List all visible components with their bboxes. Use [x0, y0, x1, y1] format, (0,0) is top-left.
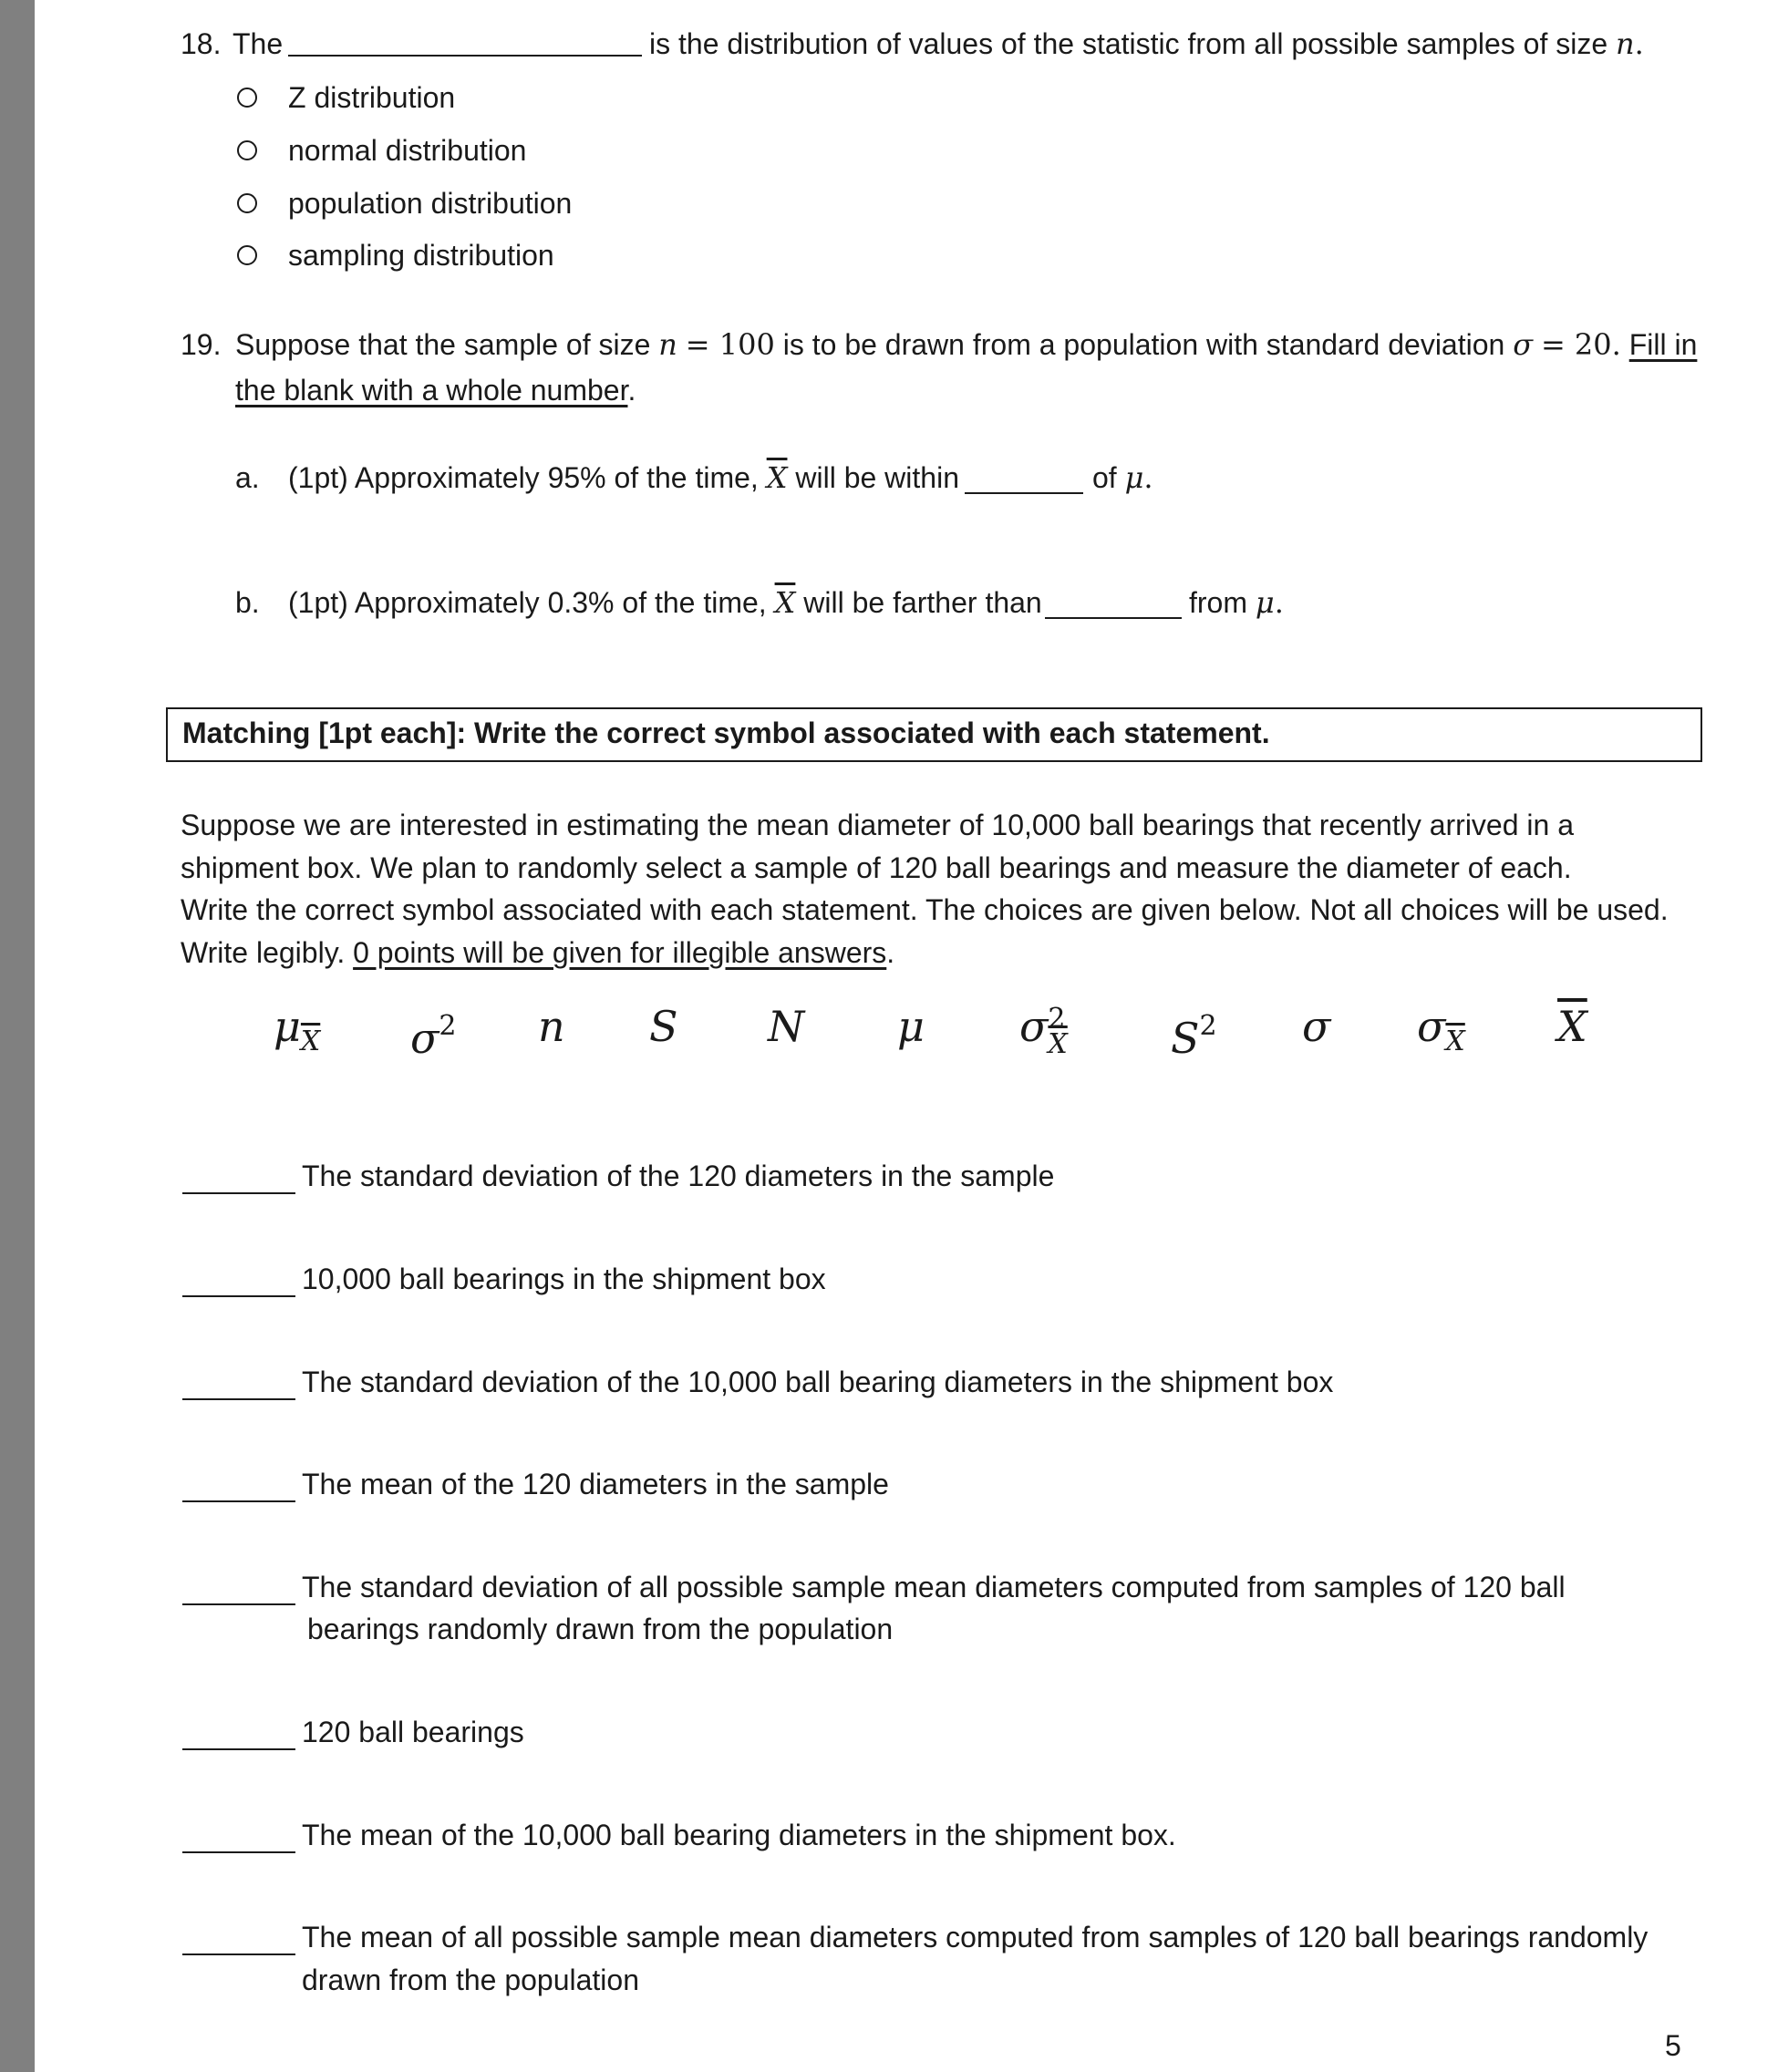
matching-5-statement-line-2: bearings randomly drawn from the population [307, 1613, 894, 1645]
page-number: 5 [1665, 2029, 1681, 2062]
symbol-sigma-squared: $\sigma^2$ [410, 1010, 457, 1063]
matching-header-box [166, 707, 1702, 762]
matching-3-answer-blank[interactable] [182, 1398, 295, 1400]
q19-instruction: the blank with a whole number. [235, 374, 636, 407]
matching-5-statement-line-1: The standard deviation of all possible sample mean diameters computed from samples of 120 ball [302, 1571, 1566, 1603]
q19a-answer-blank[interactable] [965, 492, 1083, 494]
q19b-prompt: (1pt) Approximately 0.3% of the time, $\overline{X}$ will be farther than [288, 585, 1042, 620]
q18-option-2-radio[interactable] [237, 140, 257, 160]
symbol-mu: μ [897, 1002, 925, 1051]
symbol-N: N [768, 1002, 805, 1051]
q18-lead: The [233, 27, 284, 60]
symbol-sigma-squared-xbar: σ 2 $\overline{X}$ [1019, 1002, 1068, 1060]
q18-number: 18. [181, 27, 222, 60]
matching-7-statement: The mean of the 10,000 ball bearing diameters in the shipment box. [302, 1819, 1176, 1851]
q18-option-1-radio[interactable] [237, 88, 257, 108]
q18-option-3-label: population distribution [288, 187, 573, 220]
page-left-margin-bar [0, 0, 35, 2072]
symbol-mu-xbar: $\mu_{\overline{X}}$ [274, 1002, 321, 1057]
matching-2-statement: 10,000 ball bearings in the shipment box [302, 1263, 826, 1295]
matching-header: Matching [1pt each]: Write the correct symbol associated with each statement. [182, 716, 1270, 749]
matching-4-answer-blank[interactable] [182, 1500, 295, 1502]
matching-intro-line-3: Write the correct symbol associated with each statement. The choices are given below. Not all choices will be used. [181, 893, 1669, 926]
q18-option-4-radio[interactable] [237, 245, 257, 265]
matching-intro-line-1: Suppose we are interested in estimating the mean diameter of 10,000 ball bearings that recently arrived in a [181, 809, 1574, 841]
matching-intro-line-2: shipment box. We plan to randomly select a sample of 120 ball bearings and measure the diameter of each. [181, 851, 1572, 884]
symbol-S-squared: $S^2$ [1171, 1010, 1217, 1063]
symbol-n: n [538, 1002, 565, 1051]
symbol-sigma: σ [1302, 1002, 1331, 1051]
symbol-sigma-xbar: $\sigma_{\overline{X}}$ [1417, 1002, 1465, 1057]
q19b-label: b. [235, 586, 260, 619]
matching-5-answer-blank[interactable] [182, 1603, 295, 1605]
matching-7-answer-blank[interactable] [182, 1851, 295, 1853]
q18-option-2-label: normal distribution [288, 134, 527, 167]
symbol-xbar: $\overline{X}$ [1557, 1002, 1587, 1051]
q19a-label: a. [235, 461, 260, 494]
q19-number: 19. [181, 328, 222, 361]
matching-2-answer-blank[interactable] [182, 1295, 295, 1297]
q19b-suffix: from μ. [1189, 585, 1284, 620]
q18-statement: is the distribution of values of the statistic from all possible samples of size n. [649, 26, 1644, 61]
matching-6-answer-blank[interactable] [182, 1748, 295, 1750]
q19a-prompt: (1pt) Approximately 95% of the time, $\overline{X}$ will be within [288, 460, 959, 495]
matching-8-statement-line-1: The mean of all possible sample mean diameters computed from samples of 120 ball bearings randomly [302, 1921, 1649, 1953]
matching-intro-line-4: Write legibly. 0 points will be given for illegible answers. [181, 936, 895, 969]
matching-1-answer-blank[interactable] [182, 1192, 295, 1194]
symbol-S: S [649, 1002, 678, 1051]
q19-statement: Suppose that the sample of size n = 100 is to be drawn from a population with standard deviation σ = 20. Fill in [235, 327, 1698, 362]
q19b-answer-blank[interactable] [1045, 617, 1182, 619]
matching-3-statement: The standard deviation of the 10,000 ball bearing diameters in the shipment box [302, 1366, 1334, 1398]
q19-instruction-1: Fill in [1628, 328, 1698, 361]
q18-option-3-radio[interactable] [237, 193, 257, 213]
matching-1-statement: The standard deviation of the 120 diameters in the sample [302, 1160, 1055, 1192]
matching-8-answer-blank[interactable] [182, 1953, 295, 1955]
matching-4-statement: The mean of the 120 diameters in the sample [302, 1468, 889, 1500]
matching-6-statement: 120 ball bearings [302, 1716, 524, 1748]
q18-option-1-label: Z distribution [288, 81, 456, 114]
q18-option-4-label: sampling distribution [288, 239, 554, 272]
q18-answer-blank[interactable] [288, 55, 642, 57]
matching-8-statement-line-2: drawn from the population [302, 1964, 639, 1996]
q19a-suffix: of μ. [1092, 460, 1153, 495]
